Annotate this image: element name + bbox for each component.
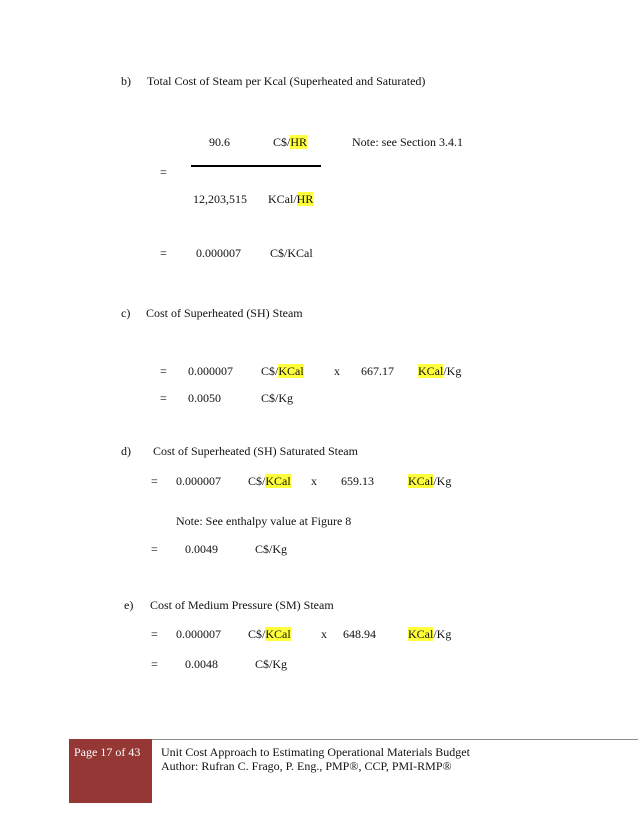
e-line2-equals: = <box>151 657 158 671</box>
section-d-title: Cost of Superheated (SH) Saturated Steam <box>153 444 358 458</box>
section-b-label: b) <box>121 74 131 88</box>
highlight-hr: HR <box>296 192 314 206</box>
highlight-hr: HR <box>290 135 308 149</box>
e-line1-factor-unit: KCal/Kg <box>408 627 452 641</box>
e-line1-factor: 648.94 <box>343 627 376 641</box>
d-line2-unit: C$/Kg <box>255 542 288 556</box>
d-line1-unit: C$/KCal <box>248 474 291 488</box>
e-line1-unit: C$/KCal <box>248 627 291 641</box>
d-line1-times: x <box>311 474 317 488</box>
d-line1-factor-unit: KCal/Kg <box>408 474 452 488</box>
footer-title: Unit Cost Approach to Estimating Operational Materials Budget <box>161 745 470 759</box>
section-b-note: Note: see Section 3.4.1 <box>352 135 463 149</box>
denominator-unit: KCal/HR <box>268 192 314 206</box>
c-line1-factor-unit: KCal/Kg <box>418 364 462 378</box>
c-line1-equals: = <box>160 364 167 378</box>
footer-divider <box>69 739 638 740</box>
footer-page-number: Page 17 of 43 <box>74 745 141 759</box>
footer-author: Author: Rufran C. Frago, P. Eng., PMP®, CCP, PMI-RMP® <box>161 759 452 773</box>
e-line2-value: 0.0048 <box>185 657 218 671</box>
highlight-kcal: KCal <box>418 364 444 378</box>
fraction-bar <box>191 165 321 167</box>
section-c-label: c) <box>121 306 131 320</box>
section-e-label: e) <box>124 598 134 612</box>
c-line1-unit: C$/KCal <box>261 364 304 378</box>
fraction-equals: = <box>160 165 167 179</box>
highlight-kcal: KCal <box>408 627 434 641</box>
c-line1-value: 0.000007 <box>188 364 233 378</box>
result-value: 0.000007 <box>196 246 241 260</box>
d-line1-factor: 659.13 <box>341 474 374 488</box>
d-line1-equals: = <box>151 474 158 488</box>
numerator-unit: C$/HR <box>273 135 308 149</box>
d-line2-equals: = <box>151 542 158 556</box>
c-line2-value: 0.0050 <box>188 391 221 405</box>
footer-page-box <box>69 739 152 803</box>
section-b-title: Total Cost of Steam per Kcal (Superheated and Saturated) <box>147 74 426 88</box>
e-line2-unit: C$/Kg <box>255 657 288 671</box>
d-line1-value: 0.000007 <box>176 474 221 488</box>
numerator-value: 90.6 <box>209 135 230 149</box>
result-unit: C$/KCal <box>270 246 313 260</box>
e-line1-times: x <box>321 627 327 641</box>
c-line1-factor: 667.17 <box>361 364 394 378</box>
c-line1-times: x <box>334 364 340 378</box>
section-e-title: Cost of Medium Pressure (SM) Steam <box>150 598 334 612</box>
c-line2-equals: = <box>160 391 167 405</box>
highlight-kcal: KCal <box>278 364 304 378</box>
section-d-note: Note: See enthalpy value at Figure 8 <box>176 514 352 528</box>
highlight-kcal: KCal <box>265 474 291 488</box>
e-line1-value: 0.000007 <box>176 627 221 641</box>
section-c-title: Cost of Superheated (SH) Steam <box>146 306 303 320</box>
highlight-kcal: KCal <box>408 474 434 488</box>
e-line1-equals: = <box>151 627 158 641</box>
c-line2-unit: C$/Kg <box>261 391 294 405</box>
d-line2-value: 0.0049 <box>185 542 218 556</box>
denominator-value: 12,203,515 <box>193 192 247 206</box>
result-equals: = <box>160 246 167 260</box>
section-d-label: d) <box>121 444 131 458</box>
highlight-kcal: KCal <box>265 627 291 641</box>
